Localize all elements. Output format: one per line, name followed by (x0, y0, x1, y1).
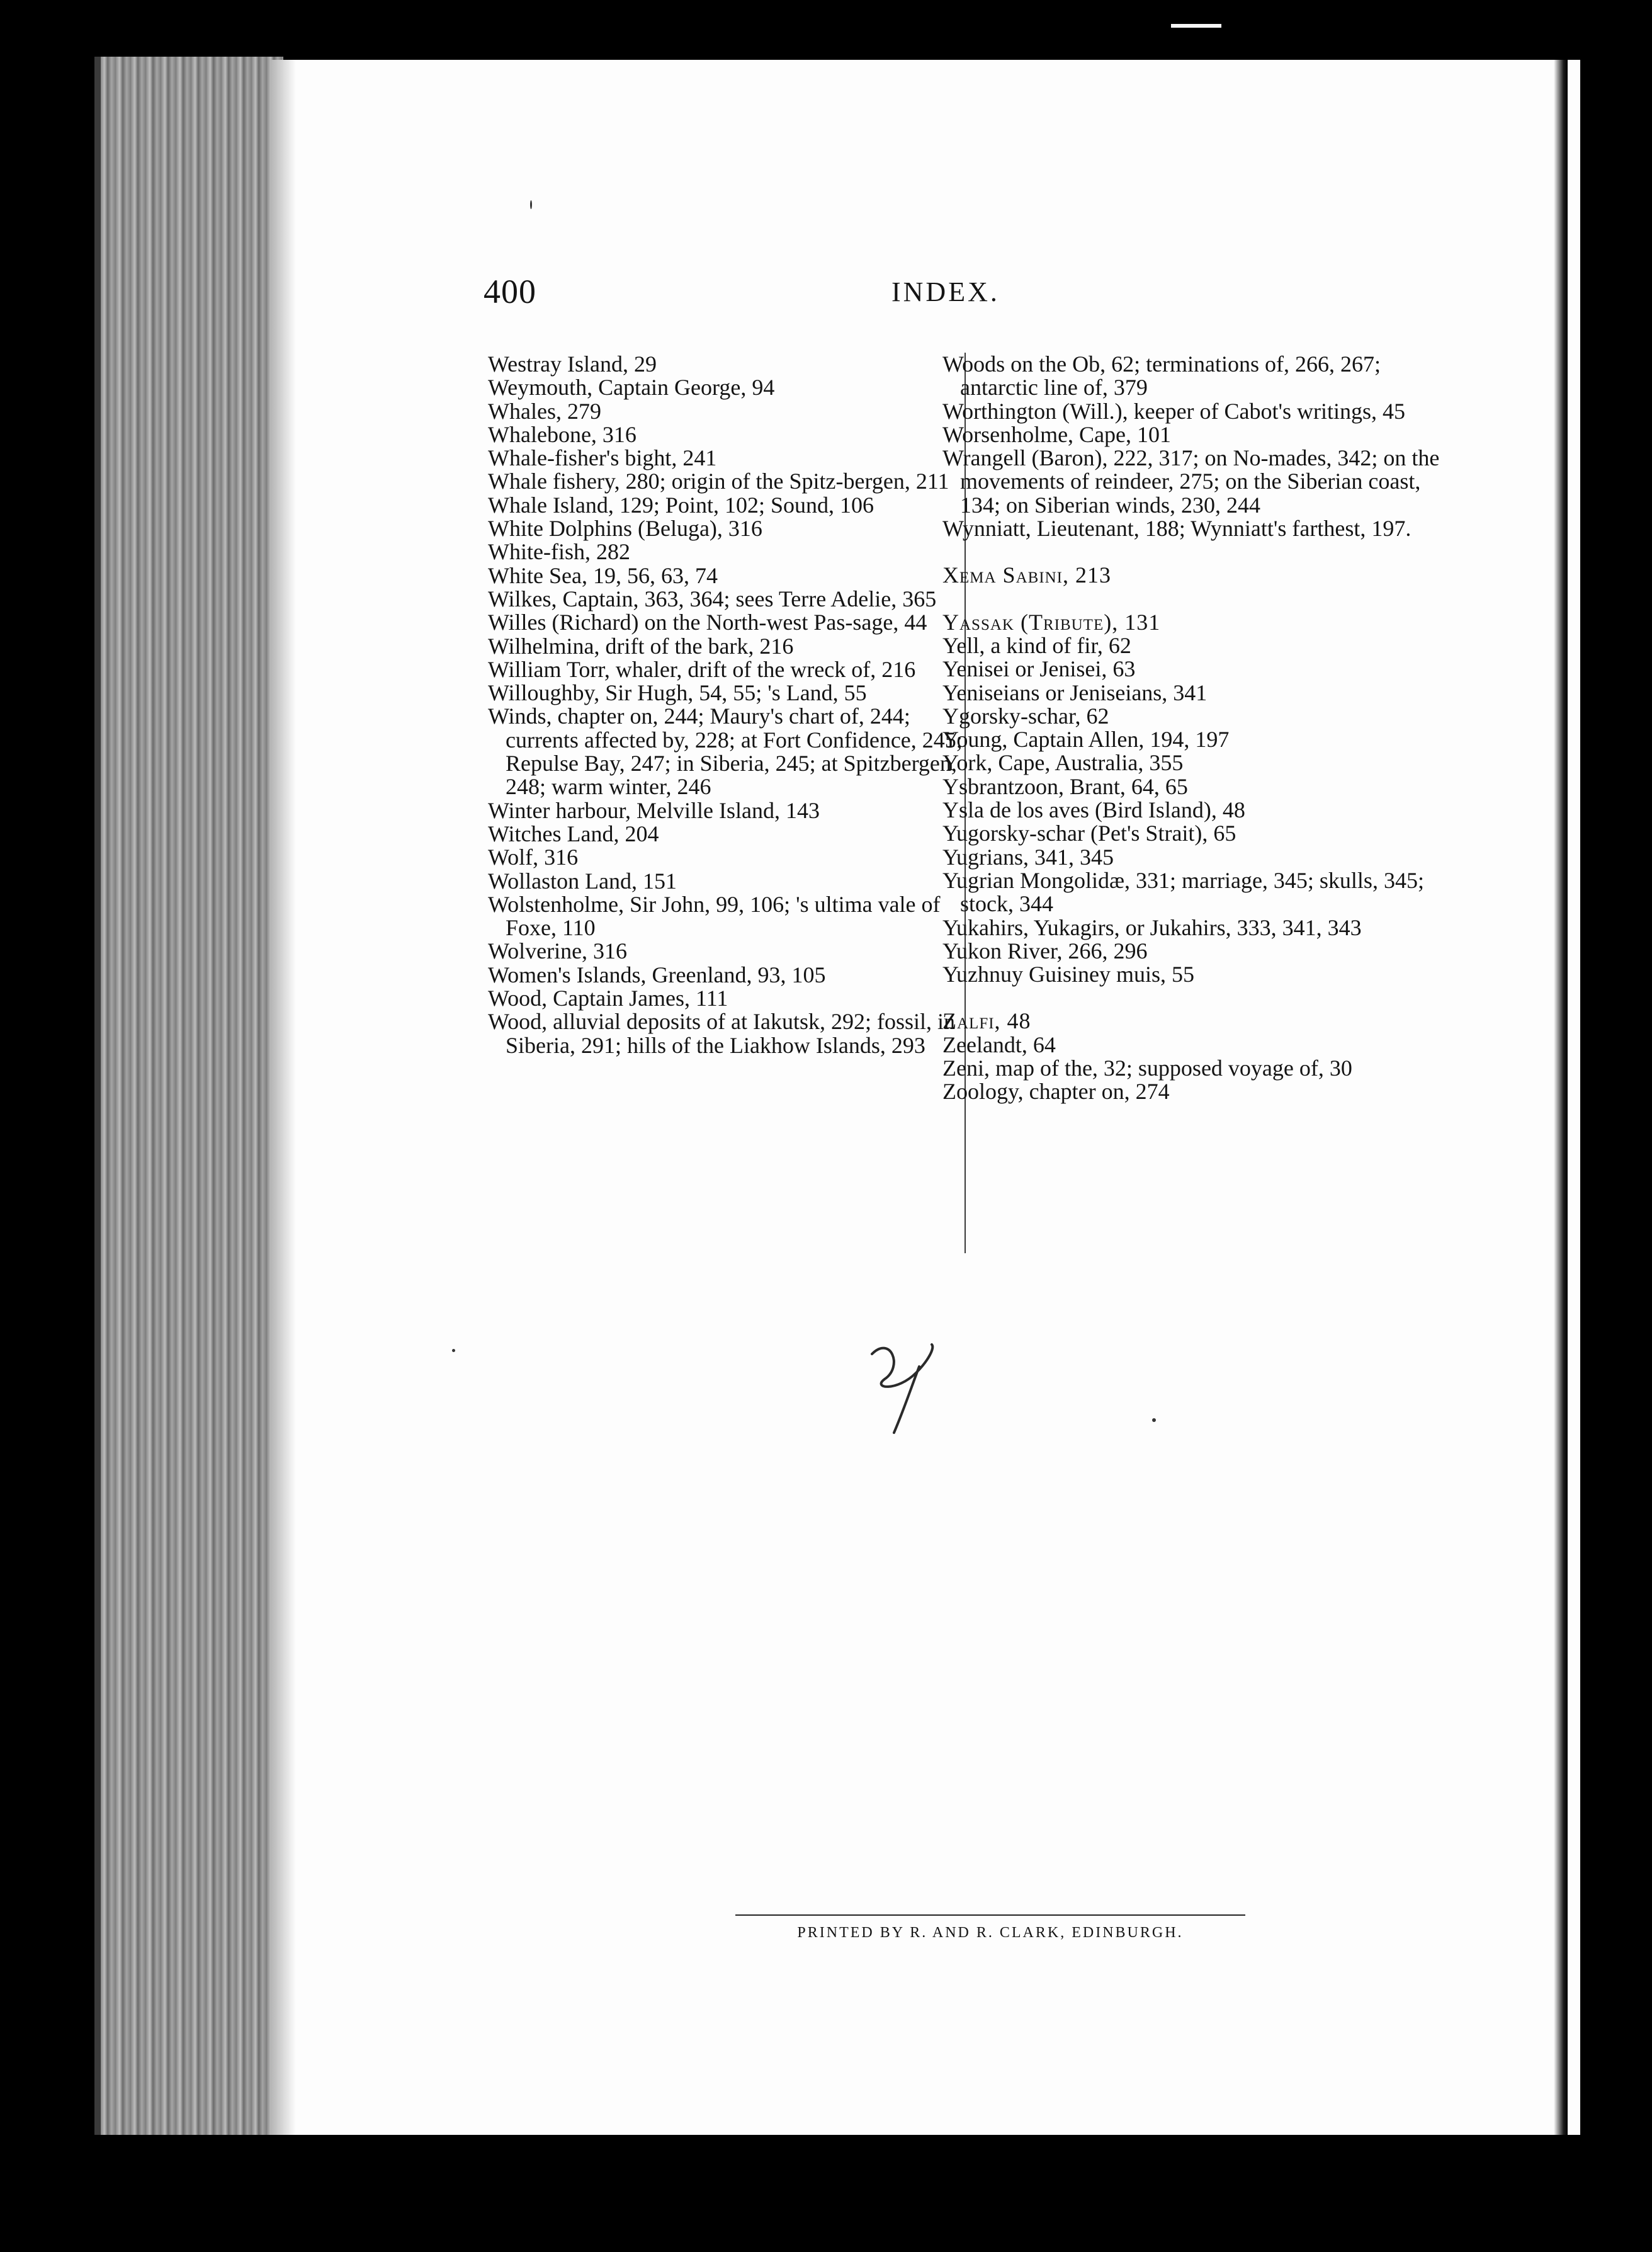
index-entry: Zoology, chapter on, 274 (942, 1079, 1170, 1105)
section-gap (960, 986, 1442, 1009)
index-entry: Yukahirs, Yukagirs, or Jukahirs, 333, 341, 343 (942, 914, 1362, 940)
index-entry: Willes (Richard) on the North-west Pas-sage, 44 (488, 610, 927, 635)
index-entry: Ysla de los aves (Bird Island), 48 (942, 797, 1245, 823)
index-entry: Zeni, map of the, 32; supposed voyage of, 30 (942, 1055, 1352, 1081)
index-entry: Worsenholme, Cape, 101 (942, 421, 1172, 447)
section-gap (960, 588, 1442, 611)
index-entry: Ygorsky-schar, 62 (942, 703, 1109, 729)
index-entry: Winter harbour, Melville Island, 143 (488, 797, 820, 823)
index-entry: White Sea, 19, 56, 63, 74 (488, 562, 718, 588)
page-right-edge (1554, 60, 1568, 2135)
index-entry: Wood, Captain James, 111 (488, 986, 728, 1011)
index-entry: Whale fishery, 280; origin of the Spitz-bergen, 211 (488, 469, 949, 494)
index-entry: Westray Island, 29 (488, 351, 657, 377)
running-head: INDEX. (891, 276, 1000, 307)
index-entry: Yugorsky-schar (Pet's Strait), 65 (942, 821, 1236, 846)
index-entry: Yassak (Tribute), 131 (942, 609, 1161, 635)
index-entry: Wood, alluvial deposits of at Iakutsk, 292; fossil, in Siberia, 291; hills of the Liakhow Islands, 293 (488, 1009, 956, 1058)
index-entry: Whale-fisher's bight, 241 (488, 445, 717, 471)
paper-speck (1152, 1418, 1156, 1422)
index-entry: Ysbrantzoon, Brant, 64, 65 (942, 773, 1188, 799)
index-entry: Winds, chapter on, 244; Maury's chart of, 244; currents affected by, 228; at Fort Confidence, 245; Repulse Bay, 247; in Siberia, 245; at Spitzbergen, 248; warm winter, 246 (488, 703, 963, 800)
index-entry: Worthington (Will.), keeper of Cabot's writings, 45 (942, 398, 1406, 424)
handwritten-mark (859, 1329, 960, 1436)
index-entry: Wolstenholme, Sir John, 99, 106; 's ultima vale of Foxe, 110 (488, 891, 941, 941)
index-entry: Yugrian Mongolidæ, 331; marriage, 345; skulls, 345; stock, 344 (942, 867, 1424, 917)
index-entry: Wynniatt, Lieutenant, 188; Wynniatt's farthest, 197. (942, 516, 1412, 542)
index-entry: Wrangell (Baron), 222, 317; on No-mades, 342; on the movements of reindeer, 275; on the Siberian coast, 134; on Siberian winds, 230, 244 (942, 445, 1440, 518)
index-entry: Yuzhnuy Guisiney muis, 55 (942, 962, 1194, 987)
imprint-rule (735, 1914, 1245, 1916)
index-entry: Young, Captain Allen, 194, 197 (942, 727, 1230, 753)
section-gap (960, 540, 1442, 564)
index-entry: White-fish, 282 (488, 539, 630, 565)
index-entry: Wollaston Land, 151 (488, 868, 677, 894)
index-entry: Willoughby, Sir Hugh, 54, 55; 's Land, 55 (488, 680, 867, 706)
gutter-shadow (271, 60, 296, 2135)
scan-mark (1171, 24, 1221, 28)
paper-speck (530, 200, 532, 209)
index-entry: York, Cape, Australia, 355 (942, 750, 1184, 776)
index-entry: Wolverine, 316 (488, 938, 628, 964)
index-entry: Wolf, 316 (488, 844, 579, 870)
index-column-right (942, 351, 1442, 1105)
index-entry: Weymouth, Captain George, 94 (488, 375, 775, 401)
index-entry: White Dolphins (Beluga), 316 (488, 516, 762, 542)
index-entry: Yenisei or Jenisei, 63 (942, 656, 1136, 682)
index-entry: Zalfi, 48 (942, 1008, 1031, 1034)
paper-speck (452, 1349, 455, 1352)
index-entry: Yeniseians or Jeniseians, 341 (942, 680, 1208, 705)
index-entry: Zeelandt, 64 (942, 1032, 1056, 1057)
index-entry: Xema Sabini, 213 (942, 562, 1112, 588)
page-number: 400 (484, 273, 536, 310)
index-entry: Whales, 279 (488, 398, 601, 424)
printer-imprint: PRINTED BY R. AND R. CLARK, EDINBURGH. (797, 1925, 1184, 1941)
page-header (484, 272, 1050, 310)
index-entry: Whalebone, 316 (488, 421, 636, 447)
index-entry: Witches Land, 204 (488, 821, 659, 846)
index-entry: Women's Islands, Greenland, 93, 105 (488, 962, 826, 987)
index-entry: Yukon River, 266, 296 (942, 938, 1148, 964)
index-column-left (488, 353, 966, 1057)
index-entry: William Torr, whaler, drift of the wreck of, 216 (488, 656, 916, 682)
index-entry: Wilhelmina, drift of the bark, 216 (488, 633, 794, 659)
index-entry: Whale Island, 129; Point, 102; Sound, 106 (488, 492, 874, 518)
index-entry: Wilkes, Captain, 363, 364; sees Terre Adelie, 365 (488, 586, 937, 611)
index-entry: Yell, a kind of fir, 62 (942, 632, 1131, 658)
index-entry: Woods on the Ob, 62; terminations of, 266, 267; antarctic line of, 379 (942, 351, 1381, 401)
index-entry: Yugrians, 341, 345 (942, 844, 1114, 870)
book-page-edges (101, 57, 283, 2135)
